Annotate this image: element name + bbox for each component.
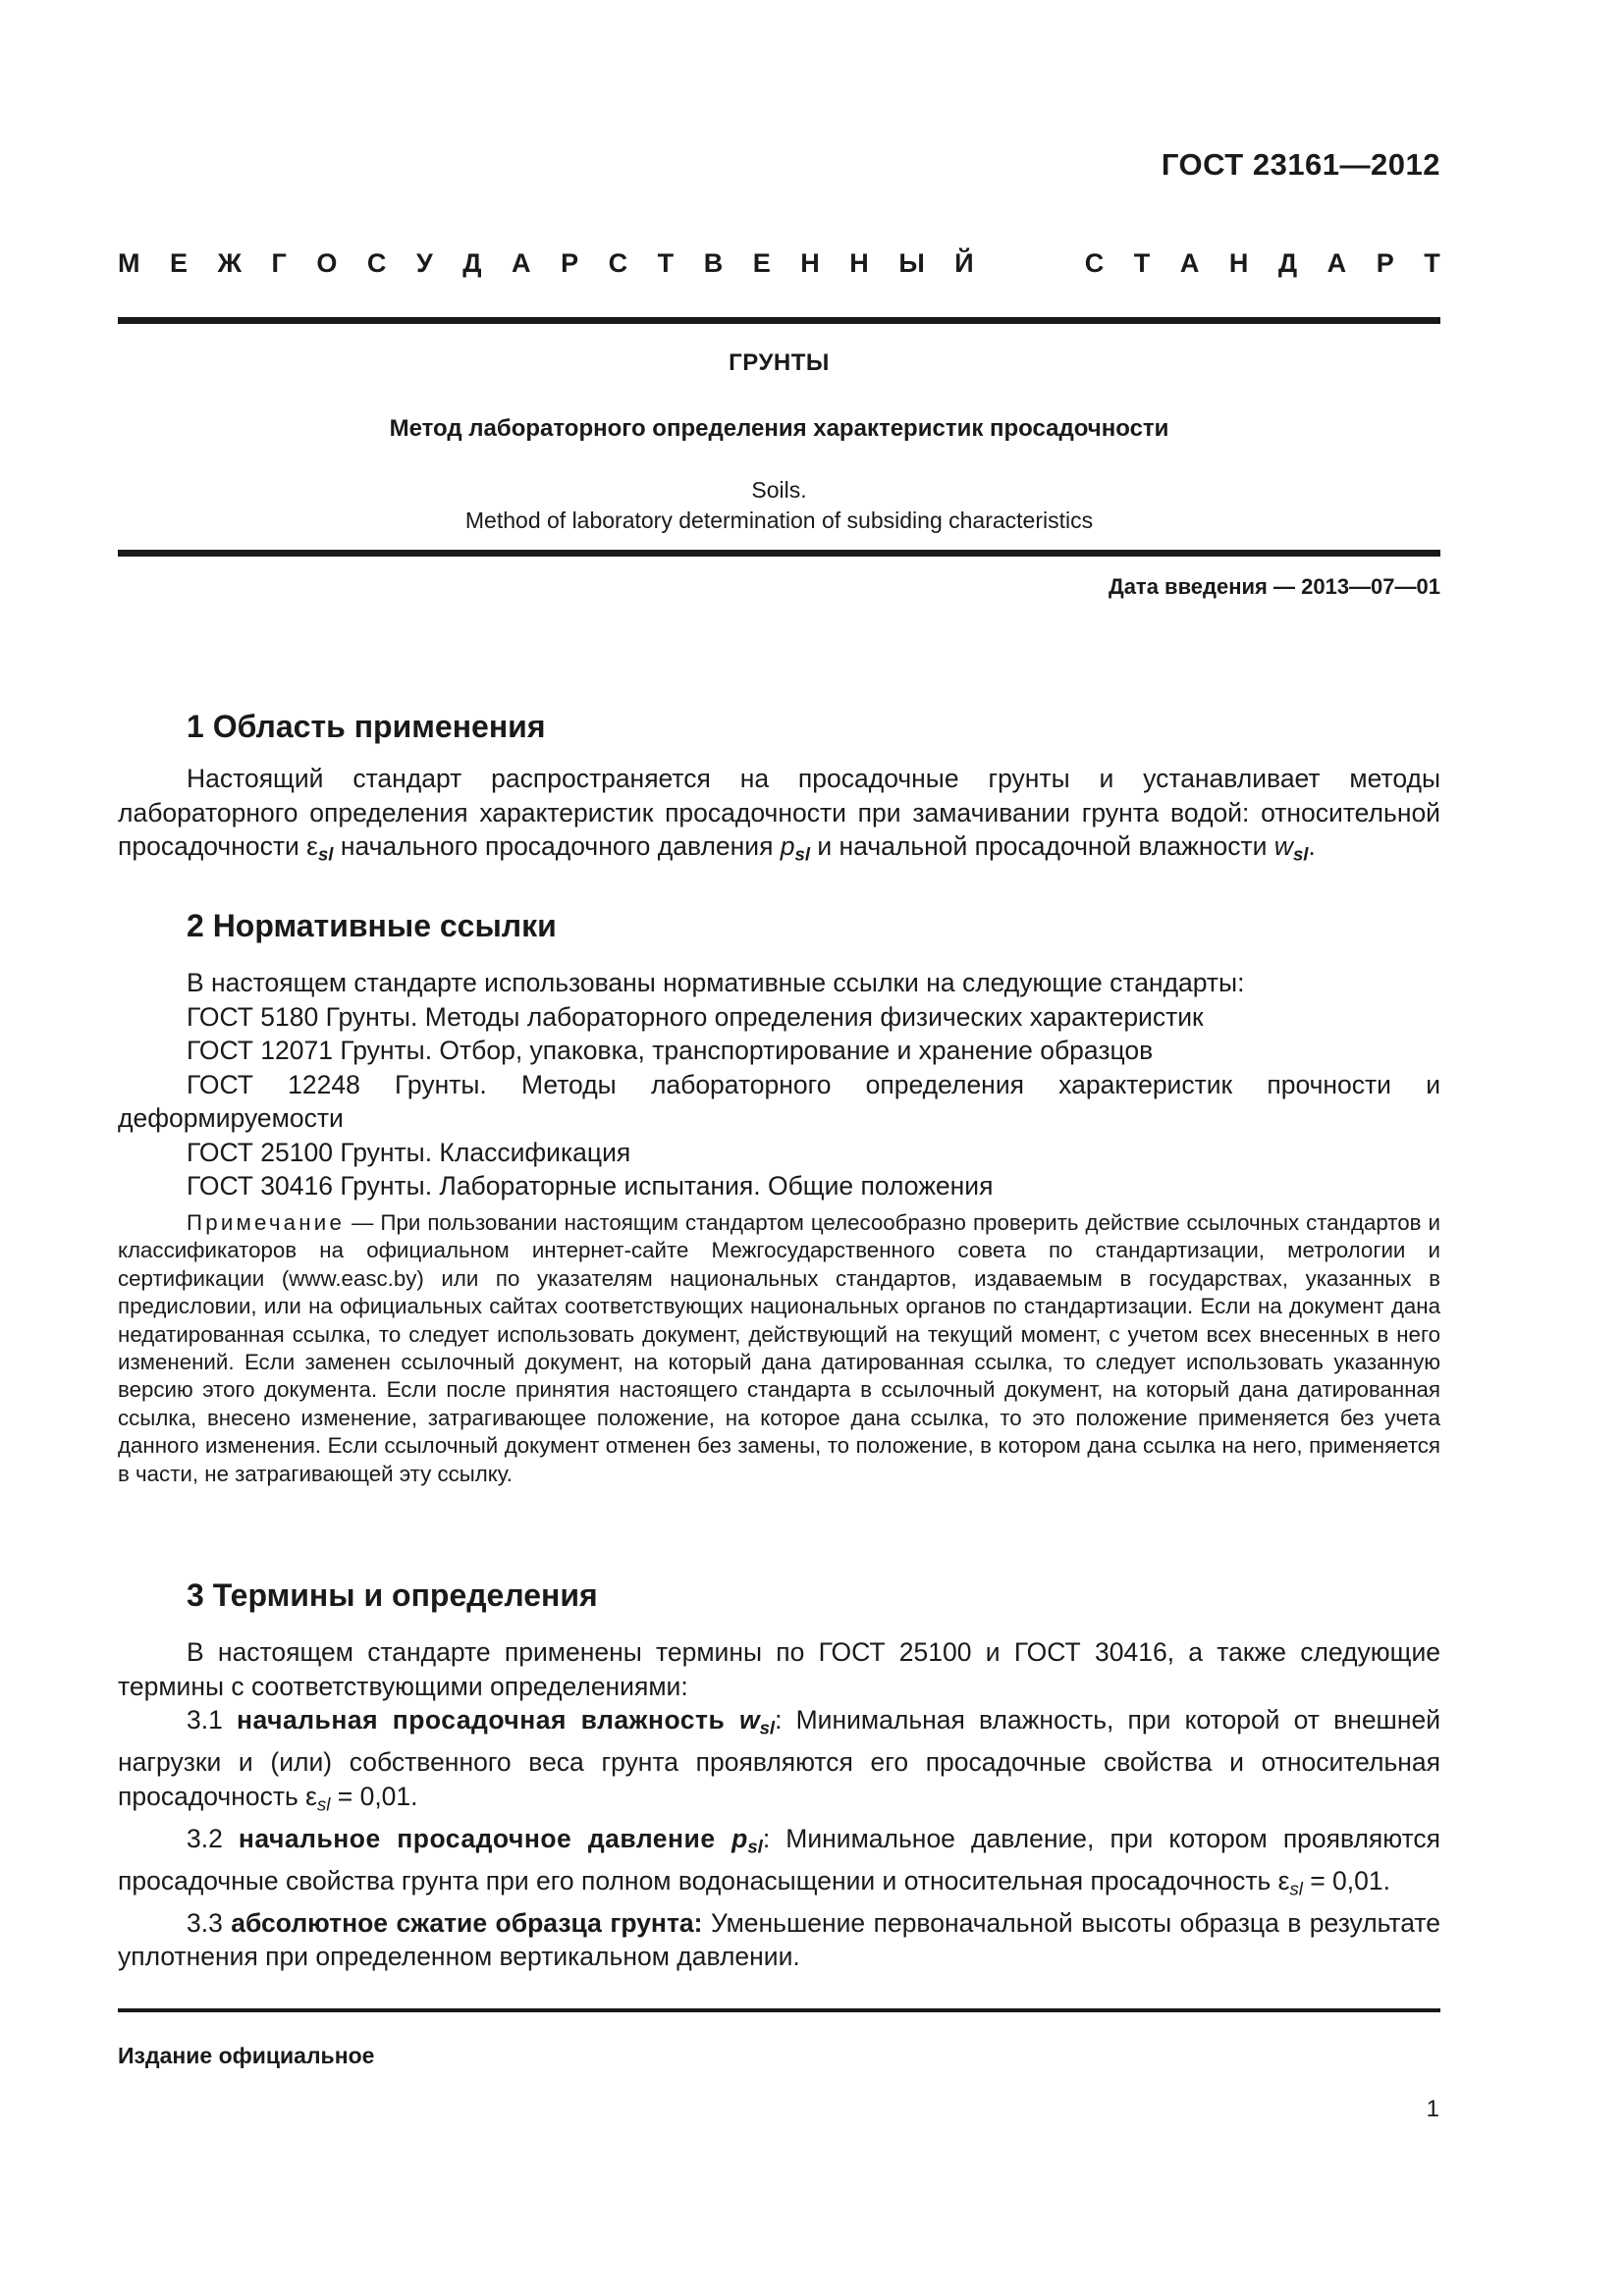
t3-num: 3.3 — [187, 1907, 232, 1938]
banner-letter: Д — [462, 248, 482, 278]
ref-line: ГОСТ 12071 Грунты. Отбор, упаковка, транспортирование и хранение образцов — [187, 1036, 1154, 1065]
t1-num: 3.1 — [187, 1705, 238, 1735]
ref-line: ГОСТ 25100 Грунты. Классификация — [187, 1137, 631, 1167]
t2-sym: p — [731, 1823, 748, 1853]
banner-letter: Т — [657, 248, 675, 278]
t2-term: начальное просадочное давление — [238, 1823, 732, 1853]
s1-sub-p: sl — [794, 843, 811, 865]
title-rule — [118, 550, 1440, 557]
banner-letter: В — [703, 248, 724, 278]
banner-letter: С — [1084, 248, 1105, 278]
banner-letter: М — [118, 248, 140, 278]
t2-num: 3.2 — [187, 1823, 239, 1853]
page-number: 1 — [1426, 2096, 1439, 2122]
banner-letter: А — [1326, 248, 1347, 278]
banner-letter: Н — [800, 248, 820, 278]
ref-line: ГОСТ 30416 Грунты. Лабораторные испытания. Общие положения — [187, 1171, 994, 1201]
banner-letter: Д — [1277, 248, 1298, 278]
footer-rule — [118, 2008, 1440, 2012]
s1-sub-w: sl — [1292, 843, 1309, 865]
banner-letter: Й — [954, 248, 974, 278]
english-title-line1: Soils. — [751, 477, 807, 503]
document-subtitle: Метод лабораторного определения характеристик просадочности — [389, 415, 1169, 442]
s1-sym-w: w — [1273, 831, 1293, 861]
intro-date: Дата введения — 2013—07—01 — [1109, 574, 1440, 599]
banner-letter: Н — [849, 248, 869, 278]
banner-letter: А — [1179, 248, 1200, 278]
t1-sub: sl — [759, 1717, 776, 1738]
section-3-heading: 3 Термины и определения — [187, 1577, 598, 1613]
banner-letter: С — [608, 248, 628, 278]
s1-text-b: начального просадочного давления — [333, 831, 781, 861]
s1-text-a: Настоящий стандарт распространяется на просадочные грунты и устанавливает методы лабораторного определения характеристик просадочности при замачивании грунта водой: относительной просадочности ε — [118, 764, 1440, 861]
banner-letter: А — [512, 248, 531, 278]
english-title — [118, 475, 1440, 536]
term-3-3 — [118, 1906, 1440, 1974]
t1-val: = 0,01. — [330, 1781, 418, 1811]
banner-letter: У — [415, 248, 433, 278]
ref-line: В настоящем стандарте использованы нормативные ссылки на следующие стандарты: — [187, 968, 1245, 997]
banner-letter: Г — [271, 248, 287, 278]
t1-sub-eps: sl — [316, 1793, 331, 1815]
banner-letter: Р — [561, 248, 579, 278]
gost-number: ГОСТ 23161—2012 — [1161, 147, 1440, 182]
section-2-heading: 2 Нормативные ссылки — [187, 908, 557, 943]
normative-references — [118, 966, 1440, 1203]
banner-letter: Т — [1133, 248, 1151, 278]
banner-letter: Ы — [898, 248, 925, 278]
t1-def: : Минимальная влажность, при которой от внешней нагрузки и (или) собственного веса грунта проявляются его просадочные свойства и относительная просадочность ε — [118, 1705, 1440, 1811]
banner-letter: Т — [1424, 248, 1440, 278]
banner-letter: С — [366, 248, 387, 278]
banner-letter: Н — [1228, 248, 1249, 278]
t2-val: = 0,01. — [1302, 1865, 1390, 1896]
t2-sub-eps: sl — [1289, 1878, 1303, 1899]
ref-line: ГОСТ 12248 Грунты. Методы лабораторного определения характеристик прочности и деформируемости — [118, 1069, 1440, 1133]
banner-letter: Е — [170, 248, 189, 278]
s1-text-c: и начальной просадочной влажности — [810, 831, 1274, 861]
ref-line: ГОСТ 5180 Грунты. Методы лабораторного определения физических характеристик — [187, 1001, 1204, 1032]
banner-letter: О — [316, 248, 338, 278]
t2-def: : Минимальное давление, при котором проявляются просадочные свойства грунта при его полном водонасыщении и относительная просадочность ε — [118, 1823, 1441, 1896]
note-block — [118, 1209, 1440, 1488]
section-1-text — [118, 762, 1440, 872]
note-label: Примечание — [187, 1210, 346, 1235]
section-1-heading: 1 Область применения — [187, 709, 546, 744]
banner-letter: Ж — [217, 248, 242, 278]
t1-term: начальная просадочная влажность — [237, 1705, 739, 1735]
banner-gap — [1003, 248, 1055, 284]
section-3-text — [118, 1635, 1440, 1974]
header-rule — [118, 317, 1440, 324]
banner-letter: Р — [1376, 248, 1394, 278]
t3-def: Уменьшение первоначальной высоты образца в результате уплотнения при определенном вертикальном давлении. — [118, 1907, 1440, 1972]
s1-sym-p: p — [780, 831, 795, 861]
t3-term: абсолютное сжатие образца грунта: — [231, 1907, 703, 1938]
s1-end: . — [1308, 831, 1316, 861]
term-3-2 — [118, 1822, 1440, 1906]
note-text: — При пользовании настоящим стандартом целесообразно проверить действие ссылочных стандартов и классификаторов на официальном интернет-сайте Межгосударственного совета по стандартизации, метрологии и сертификации (www.easc.by) или по указателям национальных стандартов, издаваемым в государствах, указанных в предисловии, или на официальных сайтах соответствующих национальных органов по стандартизации. Если на документ дана недатированная ссылка, то следует использовать документ, действующий на текущий момент, с учетом всех внесенных в него изменений. Если заменен ссылочный документ, на который дана датированная ссылка, то следует использовать указанную версию этого документа. Если после принятия настоящего стандарта в ссылочный документ, на который дана датированная ссылка, внесено изменение, затрагивающее положение, на которое дана ссылка, то это положение применяется без учета данного изменения. Если ссылочный документ отменен без замены, то положение, в котором дана ссылка на него, применяется в части, не затрагивающей эту ссылку. — [118, 1210, 1440, 1486]
banner-letter: Е — [752, 248, 771, 278]
interstate-standard-banner — [118, 248, 1440, 284]
term-3-1 — [118, 1703, 1440, 1822]
document-title: ГРУНТЫ — [729, 349, 830, 376]
s3-intro: В настоящем стандарте применены термины по ГОСТ 25100 и ГОСТ 30416, а также следующие термины с соответствующими определениями: — [118, 1637, 1440, 1701]
official-edition: Издание официальное — [118, 2043, 375, 2068]
english-title-line2: Method of laboratory determination of subsiding characteristics — [464, 507, 1094, 533]
t2-sub: sl — [747, 1836, 763, 1857]
s1-sub-eps: sl — [317, 843, 334, 865]
t1-sym: w — [738, 1705, 760, 1735]
